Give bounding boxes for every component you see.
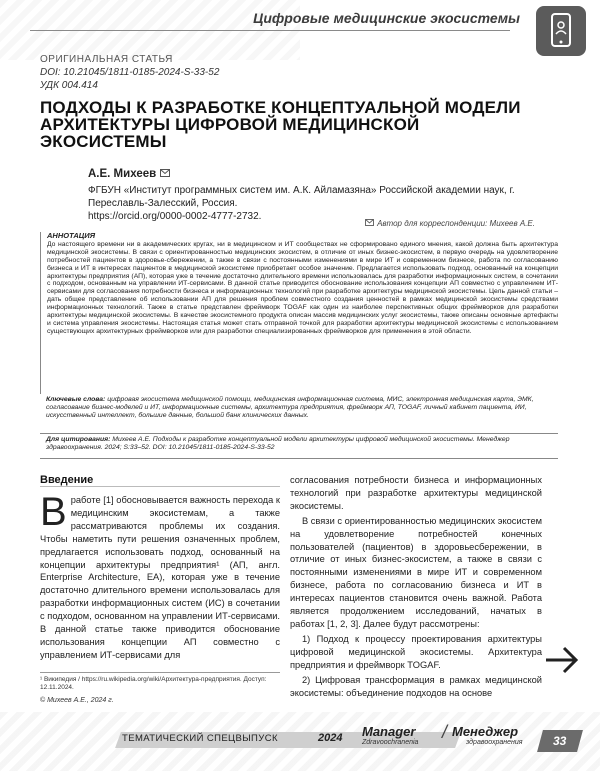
body-column-right [290, 474, 542, 701]
author-affiliation: ФГБУН «Институт программных систем им. А.К. Айламазяна» Российской академии наук, г. Переславль-Залесский, Россия. [88, 185, 515, 209]
citation-text: Михеев А.Е. Подходы к разработке концептуальной модели архитектуры цифровой медицинской экосистемы. Менеджер здравоохранения. 2024; S:33–52. DOI: 10.21045/1811-0185-2024-S-33-52 [46, 436, 510, 451]
body-column-left [40, 474, 280, 664]
envelope-icon [365, 219, 374, 228]
citation [46, 436, 558, 452]
article-meta [40, 53, 219, 92]
keywords-label: Ключевые слова: [46, 396, 106, 403]
paragraph: 1) Подход к процессу проектирования архитектуры цифровой медицинской экосистемы. Архитектура предприятия и фреймворк TOGAF. [290, 633, 542, 670]
article-title: ПОДХОДЫ К РАЗРАБОТКЕ КОНЦЕПТУАЛЬНОЙ МОДЕЛИ АРХИТЕКТУРЫ ЦИФРОВОЙ МЕДИЦИНСКОЙ ЭКОСИСТЕМЫ [40, 98, 521, 151]
doi: DOI: 10.21045/1811-0185-2024-S-33-52 [40, 67, 220, 78]
keywords-text: цифровая экосистема медицинской помощи, медицинская информационная система, МИС, электронная медицинская карта, ЭМК, согласование бизнес-моделей и ИТ, информационные системы, архитектура предприятия, фреймворк АП, TOGAF, личный кабинет пациента, ИИ, искусственный интеллект, большие данные, большой банк клинических данных. [46, 396, 534, 419]
paragraph: В связи с ориентированностью медицинских экосистем на удовлетворение потребностей конечных пользователей (пациентов) в здоровьесбережении, в отличие от иных бизнес-экосистем, а также в связи с постоянными изменениями в мире ИТ и современном бизнесе, работа по согласованию бизнеса и ИТ в интересах пациентов становится очень важной. Работа является продолжением исследований, начатых в работах [1, 2, 3]. Далее будут рассмотрены: [290, 515, 543, 629]
abstract-text: До настоящего времени ни в академических кругах, ни в медицинском и ИТ сообществах не сформировано единого мнения, какой должна быть архитектура медицинской экосистемы. В связи с ориентированностью медицинских экосистем, в отличие от иных бизнес-экосистем, в первую очередь на удовлетворение потребностей пациентов в здоровье-сбережении, а также в связи с постоянными изменениями в мире ИТ и современном бизнесе, работа по согласованию бизнеса и ИТ в интересах пациентов в медицинской экосистеме приобретает особое значение. Предлагается использовать подход, основанный на концепции архитектуры предприятия (АП), которая уже в течение достаточно длительного времени использовалась для разработки информационных систем, в сочетании с подходом, основанным на управлении ИТ-сервисами. В данной статье приводится обоснование использования концепции АП совместно с управлением ИТ-сервисами для согласования потребности бизнеса и информационных технологий при разработке архитектуры медицинской экосистемы. Цель данной статьи – дать общее представление об использовании АП для решения проблем совместного создания ценностей в рамках медицинской экосистемы средствами информационных технологий. Также в статье представлен фреймворк TOGAF как один из наиболее перспективных общих фреймворков для разработки архитектуры медицинской экосистемы. В качестве экосистемного продукта описан массив медицинских услуг экосистемы, также описаны основные артефакты и система управления экосистемы. Настоящая статья может стать отправной точкой для разработки архитектуры медицинской экосистемы с использованием существующих архитектурных фреймворков или для разработки специализированных фреймворков для применения в этой области. [47, 240, 558, 335]
issue-year: 2024 [318, 732, 343, 744]
article-type: ОРИГИНАЛЬНАЯ СТАТЬЯ [40, 54, 173, 65]
paragraph: 2) Цифровая трансформация в рамках медицинской экосистемы: объединение подходов на основе [290, 674, 542, 698]
divider [40, 433, 558, 434]
correspondence-text: Автор для корреспонденции: Михеев А.Е. [377, 219, 535, 228]
arrow-right-icon [542, 640, 582, 685]
abstract [40, 232, 558, 394]
section-heading: Введение [40, 474, 94, 486]
copyright: © Михеев А.Е., 2024 г. [40, 697, 114, 704]
footnote: ¹ Википедия / https://ru.wikipedia.org/wiki/Архитектура-предприятия. Доступ: 12.11.2024. [40, 672, 280, 692]
paragraph: Вработе [1] обосновывается важность перехода к медицинским экосистемам, а также рассматриваются проблемы их создания. Чтобы наметить пути решения означенных проблем, предлагается использовать подход, основанный на концепции архитектуры предприятия¹ (АП, англ. Enterprise Architecture, EA), которая уже в течение достаточно длительного времени использовалась для разработки информационных систем (ИС) в сочетании с подходом, основанном на управлении ИТ-сервисами. В данной статье также приводится обоснование использования концепции АП совместно с управлением ИТ-сервисами для [40, 490, 280, 660]
drop-cap: В [40, 490, 67, 534]
envelope-icon [160, 168, 170, 181]
journal-subname-russian: здравоохранения [466, 739, 523, 746]
correspondence-note [365, 219, 535, 228]
udk: УДК 004.414 [40, 80, 98, 91]
page-header [0, 0, 600, 60]
journal-name-latin: Manager [362, 724, 416, 739]
running-header-title: Цифровые медицинские экосистемы [253, 10, 520, 26]
special-issue-label: ТЕМАТИЧЕСКИЙ СПЕЦВЫПУСК [122, 733, 278, 744]
author-orcid[interactable]: https://orcid.org/0000-0002-4777-2732. [88, 211, 262, 222]
page-number: 33 [537, 730, 583, 752]
header-rule [30, 30, 510, 31]
citation-label: Для цитирования: [46, 436, 111, 443]
journal-subname-latin: Zdravoochranenia [362, 739, 419, 746]
divider [40, 458, 558, 459]
page-footer: ТЕМАТИЧЕСКИЙ СПЕЦВЫПУСК 2024 Manager Zdravoochranenia / Менеджер здравоохранения 33 [0, 712, 600, 771]
journal-name-russian: Менеджер [452, 724, 519, 739]
smartphone-medical-icon [536, 6, 586, 56]
author-block [88, 168, 558, 223]
paragraph: согласования потребности бизнеса и информационных технологий при разработке архитектуры медицинской экосистемы. [290, 475, 542, 511]
abstract-heading: АННОТАЦИЯ [47, 231, 96, 240]
keywords [46, 396, 558, 420]
author-name: А.Е. Михеев [88, 168, 157, 180]
